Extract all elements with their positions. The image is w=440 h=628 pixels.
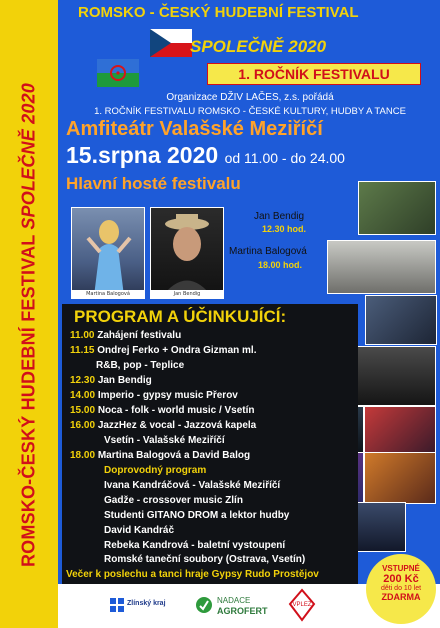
organizer-description: 1. ROČNÍK FESTIVALU ROMSKO - ČESKÉ KULTURY, HUDBY A TANCE (94, 106, 406, 117)
entry-free: ZDARMA (381, 592, 421, 602)
zlinsky-kraj-logo (110, 592, 168, 618)
program-time: 11.15 (70, 345, 95, 356)
program-item (104, 435, 225, 446)
side-banner-text (19, 83, 40, 567)
guest-photo-martina (71, 207, 145, 299)
program-item (104, 554, 305, 565)
program-item (70, 420, 256, 431)
program-item (70, 450, 250, 461)
entry-fee-badge (366, 554, 436, 624)
program-item (104, 510, 289, 521)
program-text: Ondrej Ferko + Ondra Gizman ml. (97, 345, 257, 356)
program-item (104, 525, 174, 536)
band-photo-1 (358, 181, 436, 235)
edition-badge: 1. ROČNÍK FESTIVALU (207, 63, 421, 85)
singer-silhouette-icon (72, 208, 144, 298)
program-item (70, 390, 238, 401)
program-time: 15.00 (70, 405, 96, 416)
program-text: Noca - folk - world music / Vsetín (97, 405, 255, 416)
program-item (70, 405, 255, 416)
program-text: Jan Bendig (97, 375, 152, 386)
program-text: Ivana Kandráčová - Valašské Meziříčí (104, 480, 281, 491)
program-time: 11.00 (70, 330, 95, 341)
festival-title: ROMSKO - ČESKÝ HUDEBNÍ FESTIVAL (78, 4, 359, 21)
event-time: od 11.00 - do 24.00 (224, 150, 345, 166)
evening-program: Večer k poslechu a tanci hraje Gypsy Rudo Prostějov (66, 569, 319, 580)
program-time: 18.00 (70, 450, 96, 461)
guest-name-martina: Martina Balogová (229, 246, 307, 257)
band-photo-3 (365, 295, 437, 345)
program-text: Romské taneční soubory (Ostrava, Vsetín) (104, 554, 306, 565)
program-text: Imperio - gypsy music Přerov (97, 390, 238, 401)
program-text: Studenti GITANO DROM a lektor hudby (104, 510, 290, 521)
program-time: 14.00 (70, 390, 96, 401)
organizer-line: Organizace DŽIV LAČES, z.s. pořádá (166, 92, 334, 103)
entry-label: VSTUPNÉ (382, 564, 420, 573)
event-date (66, 142, 345, 169)
guests-heading: Hlavní hosté festivalu (66, 174, 241, 193)
nadace-agrofert-logo (195, 590, 275, 622)
program-item (104, 480, 280, 491)
band-photo-8 (364, 452, 436, 504)
program-text: Gadže - crossover music Zlín (104, 495, 243, 506)
program-text: Vsetín - Valašské Meziříčí (104, 435, 225, 446)
romani-flag-icon (97, 59, 139, 87)
zlinsky-kraj-label: Zlínský kraj (127, 600, 166, 607)
singer-silhouette-icon (151, 208, 223, 298)
event-day: 15.srpna 2020 (66, 142, 219, 168)
svg-text:VPLEZ: VPLEZ (292, 602, 312, 608)
program-text: Rebeka Kandrová - baletní vystoupení (104, 540, 286, 551)
photo-caption: Jan Bendig (151, 290, 223, 298)
program-text: Zahájení festivalu (97, 330, 182, 341)
program-item (70, 330, 181, 341)
program-text: Martina Balogová a David Balog (97, 450, 251, 461)
guest-photo-jan (150, 207, 224, 299)
band-photo-2 (327, 240, 436, 294)
program-time: 16.00 (70, 420, 96, 431)
festival-subtitle: SPOLEČNĚ 2020 (190, 37, 327, 56)
program-heading: PROGRAM A ÚČINKUJÍCÍ: (74, 307, 287, 326)
side-banner-title: ROMSKO-ČESKÝ HUDEBNÍ FESTIVAL (18, 234, 39, 568)
agrofert-label: AGROFERT (217, 606, 268, 616)
venue-name: Amfiteátr Valašské Meziříčí (66, 118, 323, 140)
kraj-emblem-icon (110, 598, 124, 612)
program-item (70, 345, 256, 356)
program-item (104, 465, 206, 476)
photo-caption: Martina Balogová (72, 290, 144, 298)
program-text: David Kandráč (104, 525, 175, 536)
guest-name-jan: Jan Bendig (254, 211, 305, 222)
program-time: 12.30 (70, 375, 96, 386)
program-item (104, 495, 243, 506)
program-text: R&B, pop - Teplice (96, 360, 185, 371)
vplez-logo-icon (288, 588, 316, 622)
band-photo-6 (364, 406, 436, 454)
agrofert-leaf-icon (195, 596, 213, 614)
side-banner (0, 0, 58, 628)
guest-time-martina: 18.00 hod. (258, 260, 303, 270)
program-item (96, 360, 184, 371)
program-item (70, 375, 152, 386)
entry-children-note: děti do 10 let (380, 585, 422, 592)
entry-price: 200 Kč (383, 573, 419, 585)
program-text: JazzHez & vocal - Jazzová kapela (97, 420, 257, 431)
program-text: Doprovodný program (104, 465, 207, 476)
nadace-label: NADACE (217, 596, 251, 605)
program-item (104, 540, 285, 551)
side-banner-subtitle: SPOLEČNĚ 2020 (18, 82, 39, 230)
czech-flag-icon (150, 29, 192, 57)
guest-time-jan: 12.30 hod. (262, 224, 307, 234)
